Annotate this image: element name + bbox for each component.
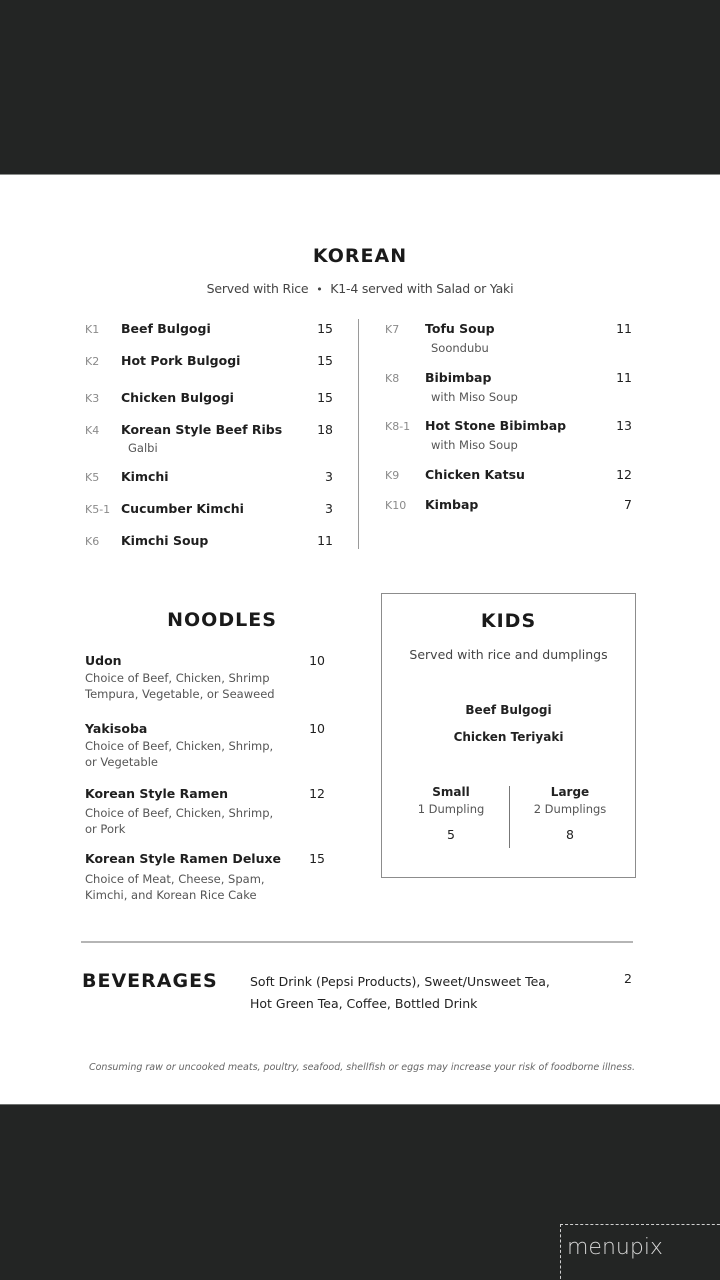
food-safety-disclaimer: Consuming raw or uncooked meats, poultry, seafood, shellfish or eggs may increase your risk of foodborne illness. bbox=[88, 1062, 636, 1073]
description-line: Choice of Beef, Chicken, Shrimp bbox=[85, 671, 270, 685]
item-price: 12 bbox=[309, 786, 325, 801]
menu-item-k4 bbox=[85, 422, 335, 462]
menu-item-k8-1 bbox=[385, 418, 635, 458]
item-price: 15 bbox=[317, 390, 333, 405]
item-code: K1 bbox=[85, 323, 100, 336]
item-name: Chicken Katsu bbox=[425, 467, 525, 482]
item-code: K5-1 bbox=[85, 503, 111, 516]
description-line: Choice of Meat, Cheese, Spam, bbox=[85, 872, 265, 886]
korean-subtitle bbox=[0, 281, 720, 296]
item-subtitle: with Miso Soup bbox=[431, 438, 518, 452]
item-price: 12 bbox=[616, 467, 632, 482]
beverages-description bbox=[250, 971, 570, 1015]
kids-section-title: KIDS bbox=[480, 610, 537, 632]
item-name: Hot Pork Bulgogi bbox=[121, 353, 241, 368]
noodles-section-title: NOODLES bbox=[167, 609, 277, 631]
section-divider bbox=[81, 941, 633, 943]
item-code: K5 bbox=[85, 471, 100, 484]
noodle-item-yakisoba bbox=[85, 721, 335, 770]
kids-item: Chicken Teriyaki bbox=[453, 730, 564, 744]
kids-box bbox=[381, 593, 636, 878]
item-subtitle: Soondubu bbox=[431, 341, 489, 355]
description-line: Kimchi, and Korean Rice Cake bbox=[85, 888, 257, 902]
korean-subtitle-right: K1-4 served with Salad or Yaki bbox=[330, 281, 514, 296]
menu-item-k3 bbox=[85, 390, 335, 410]
kids-size-small bbox=[396, 785, 506, 842]
item-name: Korean Style Ramen bbox=[85, 786, 229, 801]
item-name: Beef Bulgogi bbox=[121, 321, 211, 336]
item-code: K9 bbox=[385, 469, 400, 482]
item-name: Tofu Soup bbox=[425, 321, 495, 336]
item-price: 3 bbox=[325, 501, 333, 516]
beverages-price: 2 bbox=[624, 971, 632, 986]
item-name: Hot Stone Bibimbap bbox=[425, 418, 567, 433]
item-name: Yakisoba bbox=[85, 721, 148, 736]
item-description bbox=[85, 805, 335, 837]
noodle-item-korean-ramen-deluxe bbox=[85, 851, 335, 903]
menu-item-k10 bbox=[385, 497, 635, 517]
watermark-logo: menupix bbox=[567, 1235, 663, 1260]
menu-item-k8 bbox=[385, 370, 635, 410]
item-description bbox=[85, 738, 335, 770]
description-line: or Pork bbox=[85, 822, 126, 836]
size-price: 5 bbox=[447, 827, 455, 842]
korean-subtitle-left: Served with Rice bbox=[206, 281, 309, 296]
noodle-item-korean-ramen bbox=[85, 786, 335, 837]
item-name: Udon bbox=[85, 653, 122, 668]
item-name: Korean Style Ramen Deluxe bbox=[85, 851, 282, 866]
item-price: 10 bbox=[309, 653, 325, 668]
beverages-section-title: BEVERAGES bbox=[82, 970, 218, 992]
menu-item-k2 bbox=[85, 353, 335, 373]
item-description bbox=[85, 871, 335, 903]
menu-item-k9 bbox=[385, 467, 635, 487]
item-name: Korean Style Beef Ribs bbox=[121, 422, 283, 437]
item-price: 13 bbox=[616, 418, 632, 433]
description-line: Choice of Beef, Chicken, Shrimp, bbox=[85, 806, 274, 820]
size-label: Large bbox=[550, 785, 590, 799]
item-price: 3 bbox=[325, 469, 333, 484]
item-price: 11 bbox=[616, 321, 632, 336]
item-price: 10 bbox=[309, 721, 325, 736]
item-price: 7 bbox=[624, 497, 632, 512]
description-line: or Vegetable bbox=[85, 755, 158, 769]
kids-size-large bbox=[515, 785, 625, 842]
menu-item-k7 bbox=[385, 321, 635, 361]
item-code: K4 bbox=[85, 424, 100, 437]
item-subtitle: with Miso Soup bbox=[431, 390, 518, 404]
item-code: K8 bbox=[385, 372, 400, 385]
item-code: K6 bbox=[85, 535, 100, 548]
item-code: K8-1 bbox=[385, 420, 411, 433]
item-price: 15 bbox=[317, 321, 333, 336]
item-name: Chicken Bulgogi bbox=[121, 390, 234, 405]
size-divider bbox=[509, 786, 510, 848]
item-code: K10 bbox=[385, 499, 407, 512]
size-price: 8 bbox=[566, 827, 574, 842]
menu-item-k5-1 bbox=[85, 501, 335, 521]
korean-section-title: KOREAN bbox=[312, 245, 408, 267]
menu-item-k5 bbox=[85, 469, 335, 489]
item-name: Kimchi Soup bbox=[121, 533, 209, 548]
item-price: 15 bbox=[317, 353, 333, 368]
item-name: Cucumber Kimchi bbox=[121, 501, 244, 516]
dumpling-count: 2 Dumplings bbox=[533, 802, 607, 816]
menu-item-k6 bbox=[85, 533, 335, 553]
menu-item-k1 bbox=[85, 321, 335, 341]
beverages-line: Soft Drink (Pepsi Products), Sweet/Unsweet Tea, bbox=[250, 974, 550, 989]
kids-item: Beef Bulgogi bbox=[465, 703, 552, 717]
item-name: Kimbap bbox=[425, 497, 479, 512]
size-label: Small bbox=[432, 785, 470, 799]
item-subtitle: Galbi bbox=[128, 441, 158, 455]
beverages-line: Hot Green Tea, Coffee, Bottled Drink bbox=[250, 996, 478, 1011]
dumpling-count: 1 Dumpling bbox=[417, 802, 485, 816]
item-code: K7 bbox=[385, 323, 400, 336]
description-line: Choice of Beef, Chicken, Shrimp, bbox=[85, 739, 274, 753]
item-price: 15 bbox=[309, 851, 325, 866]
noodle-item-udon bbox=[85, 653, 335, 702]
item-name: Kimchi bbox=[121, 469, 169, 484]
menu-page bbox=[0, 174, 720, 1105]
item-price: 18 bbox=[317, 422, 333, 437]
kids-subtitle: Served with rice and dumplings bbox=[409, 647, 608, 662]
item-code: K2 bbox=[85, 355, 100, 368]
column-divider bbox=[358, 319, 359, 549]
menupix-watermark bbox=[560, 1224, 720, 1280]
item-name: Bibimbap bbox=[425, 370, 492, 385]
item-price: 11 bbox=[616, 370, 632, 385]
item-price: 11 bbox=[317, 533, 333, 548]
item-code: K3 bbox=[85, 392, 100, 405]
item-description bbox=[85, 670, 335, 702]
bullet-icon: • bbox=[316, 283, 323, 296]
description-line: Tempura, Vegetable, or Seaweed bbox=[85, 687, 275, 701]
